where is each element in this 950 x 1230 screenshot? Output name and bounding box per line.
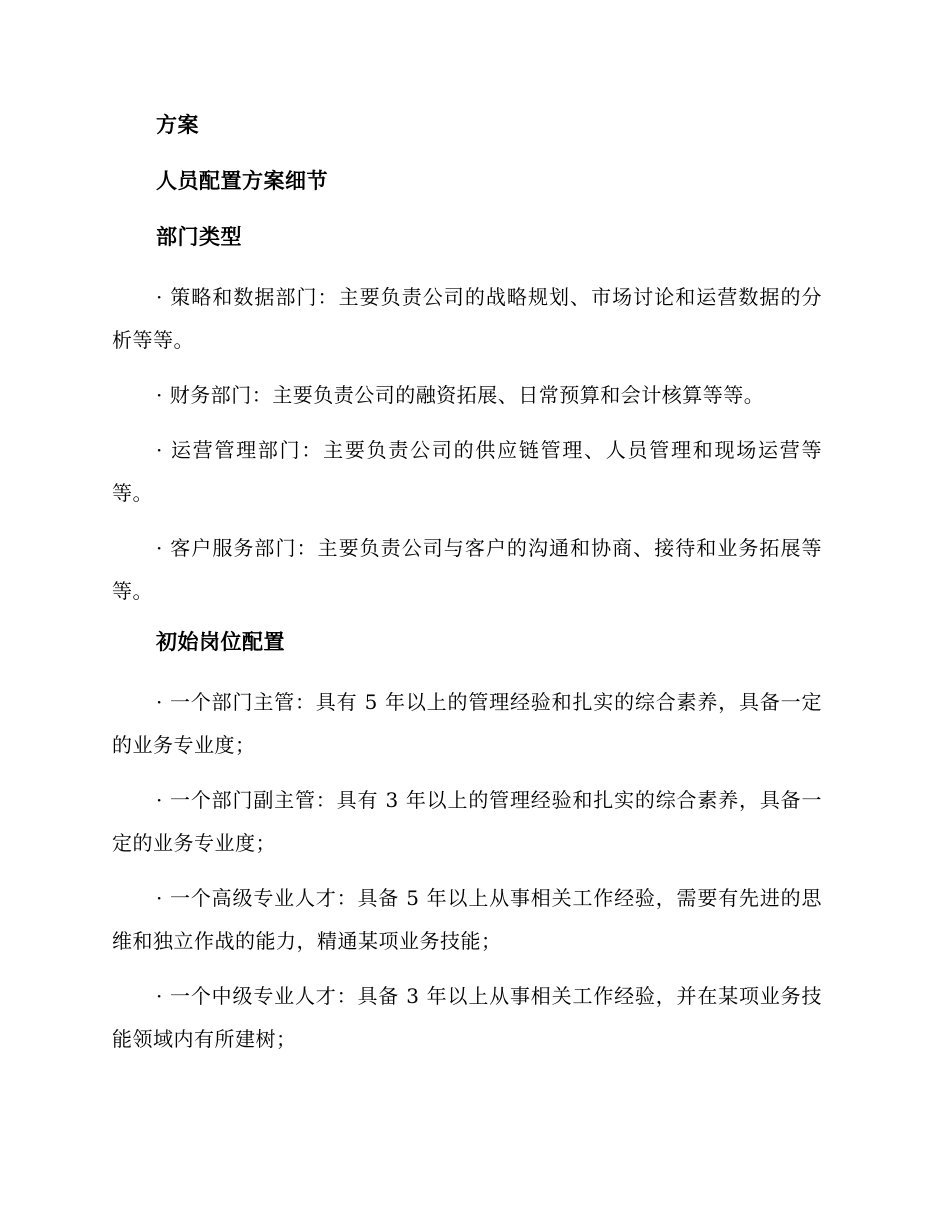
list-item: · 一个部门副主管：具有 3 年以上的管理经验和扎实的综合素养，具备一定的业务专业度； bbox=[112, 788, 822, 855]
section-heading-initial-positions: 初始岗位配置 bbox=[156, 630, 285, 654]
document-subtitle: 人员配置方案细节 bbox=[156, 169, 328, 193]
section-heading-department-types: 部门类型 bbox=[156, 225, 242, 249]
list-item: · 客户服务部门：主要负责公司与客户的沟通和协商、接待和业务拓展等等。 bbox=[112, 536, 822, 603]
list-item: · 运营管理部门：主要负责公司的供应链管理、人员管理和现场运营等等。 bbox=[112, 438, 822, 505]
list-item: · 策略和数据部门：主要负责公司的战略规划、市场讨论和运营数据的分析等等。 bbox=[112, 285, 822, 352]
list-item: · 一个部门主管：具有 5 年以上的管理经验和扎实的综合素养，具备一定的业务专业度； bbox=[112, 690, 822, 757]
list-item: · 一个高级专业人才：具备 5 年以上从事相关工作经验，需要有先进的思维和独立作战的能力，精通某项业务技能； bbox=[112, 886, 822, 953]
department-types-list bbox=[112, 276, 822, 613]
initial-positions-list bbox=[112, 681, 822, 1061]
document-body bbox=[112, 108, 822, 1073]
document-title: 方案 bbox=[156, 113, 199, 137]
list-item: · 财务部门：主要负责公司的融资拓展、日常预算和会计核算等等。 bbox=[156, 383, 765, 407]
list-item: · 一个中级专业人才：具备 3 年以上从事相关工作经验，并在某项业务技能领域内有所建树； bbox=[112, 984, 822, 1051]
